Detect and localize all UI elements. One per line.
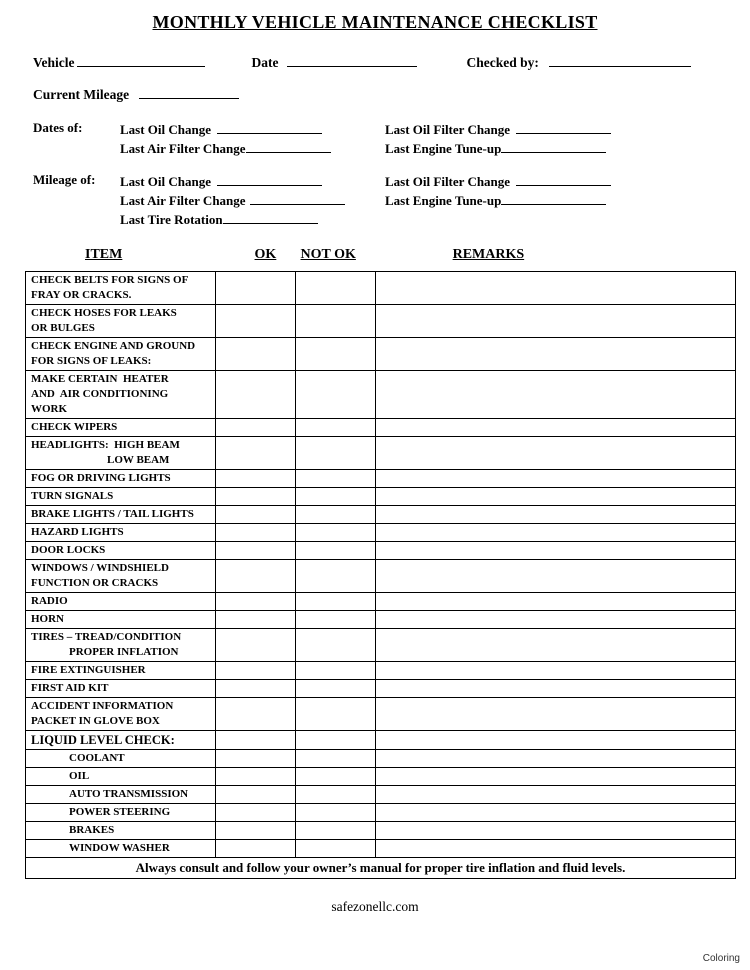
remarks-cell: [376, 731, 736, 750]
item-text: PACKET IN GLOVE BOX: [31, 715, 160, 727]
mileage-last-air-filter-change-label: Last Air Filter Change: [120, 193, 246, 208]
mileage-of-rows: [120, 172, 611, 229]
mileage-last-tire-rotation-blank: [223, 210, 318, 224]
ok-cell: [216, 371, 296, 419]
table-row: [26, 419, 736, 437]
item-cell: [26, 272, 216, 305]
dates-row: [120, 139, 611, 158]
item-text: FIRE EXTINGUISHER: [31, 664, 146, 676]
dates-of-label: Dates of:: [33, 120, 83, 135]
item-text: FOR SIGNS OF LEAKS:: [31, 355, 152, 367]
col-head-ok-cell: [234, 247, 297, 263]
table-row: [26, 750, 736, 768]
ok-cell: [216, 731, 296, 750]
remarks-cell: [376, 338, 736, 371]
not-ok-cell: [296, 593, 376, 611]
not-ok-cell: [296, 611, 376, 629]
remarks-cell: [376, 371, 736, 419]
item-cell: [26, 698, 216, 731]
remarks-cell: [376, 470, 736, 488]
item-cell: [26, 488, 216, 506]
dates-last-air-filter-change-label: Last Air Filter Change: [120, 141, 246, 156]
ok-cell: [216, 662, 296, 680]
item-text: HAZARD LIGHTS: [31, 526, 124, 538]
table-row: [26, 338, 736, 371]
not-ok-cell: [296, 840, 376, 858]
item-text: CHECK ENGINE AND GROUND: [31, 340, 196, 352]
not-ok-cell: [296, 437, 376, 470]
col-head-item-cell: [25, 247, 234, 263]
mileage-row: [120, 210, 611, 229]
item-text: WORK: [31, 403, 68, 415]
remarks-cell: [376, 611, 736, 629]
not-ok-cell: [296, 542, 376, 560]
not-ok-cell: [296, 768, 376, 786]
item-text: OIL: [69, 770, 90, 782]
not-ok-cell: [296, 731, 376, 750]
mileage-last-engine-tune-up-blank: [501, 191, 606, 205]
item-text: TURN SIGNALS: [31, 490, 114, 502]
item-cell: [26, 822, 216, 840]
table-footer-row: [26, 858, 736, 879]
not-ok-cell: [296, 419, 376, 437]
remarks-cell: [376, 305, 736, 338]
mileage-of-label: Mileage of:: [33, 172, 96, 187]
item-cell: [26, 305, 216, 338]
remarks-cell: [376, 662, 736, 680]
item-text: AUTO TRANSMISSION: [69, 788, 189, 800]
item-cell: [26, 611, 216, 629]
col-head-remarks: REMARKS: [452, 247, 525, 262]
table-row: [26, 768, 736, 786]
not-ok-cell: [296, 506, 376, 524]
item-text: POWER STEERING: [69, 806, 171, 818]
table-row: [26, 593, 736, 611]
ok-cell: [216, 437, 296, 470]
mileage-last-tire-rotation-label: Last Tire Rotation: [120, 212, 223, 227]
table-row: [26, 560, 736, 593]
mileage-last-oil-change-label: Last Oil Change: [120, 174, 212, 189]
mileage-last-air-filter-change-blank: [250, 191, 345, 205]
ok-cell: [216, 488, 296, 506]
not-ok-cell: [296, 786, 376, 804]
mileage-of-section: [0, 172, 750, 229]
not-ok-cell: [296, 488, 376, 506]
ok-cell: [216, 698, 296, 731]
table-row: [26, 822, 736, 840]
item-text: BRAKE LIGHTS / TAIL LIGHTS: [31, 508, 194, 520]
maintenance-checklist-table: [25, 271, 736, 879]
not-ok-cell: [296, 750, 376, 768]
item-text: WINDOW WASHER: [69, 842, 170, 854]
not-ok-cell: [296, 680, 376, 698]
remarks-cell: [376, 840, 736, 858]
not-ok-cell: [296, 804, 376, 822]
checked-by-label: Checked by:: [466, 55, 539, 70]
page-title: [0, 0, 750, 33]
remarks-cell: [376, 272, 736, 305]
remarks-cell: [376, 593, 736, 611]
item-cell: [26, 560, 216, 593]
table-row: [26, 371, 736, 419]
remarks-cell: [376, 488, 736, 506]
remarks-cell: [376, 437, 736, 470]
item-cell: [26, 542, 216, 560]
mileage-last-oil-change-blank: [217, 172, 322, 186]
table-row: [26, 731, 736, 750]
item-cell: [26, 840, 216, 858]
table-row: [26, 698, 736, 731]
date-label: Date: [251, 55, 279, 70]
table-row: [26, 506, 736, 524]
item-text: COOLANT: [69, 752, 125, 764]
ok-cell: [216, 419, 296, 437]
ok-cell: [216, 542, 296, 560]
ok-cell: [216, 768, 296, 786]
item-text: MAKE CERTAIN HEATER: [31, 373, 169, 385]
item-text: CHECK BELTS FOR SIGNS OF: [31, 274, 189, 286]
not-ok-cell: [296, 662, 376, 680]
item-cell: [26, 470, 216, 488]
not-ok-cell: [296, 560, 376, 593]
item-text: FUNCTION OR CRACKS: [31, 577, 159, 589]
ok-cell: [216, 560, 296, 593]
table-row: [26, 611, 736, 629]
table-column-headers: [25, 247, 735, 263]
dates-row: [120, 120, 611, 139]
table-row: [26, 305, 736, 338]
item-cell: [26, 629, 216, 662]
ok-cell: [216, 804, 296, 822]
table-row: [26, 629, 736, 662]
item-cell: [26, 338, 216, 371]
table-row: [26, 680, 736, 698]
remarks-cell: [376, 524, 736, 542]
website-text: safezonellc.com: [331, 899, 419, 914]
item-text: ACCIDENT INFORMATION: [31, 700, 174, 712]
date-blank: [287, 53, 417, 67]
dates-last-oil-filter-change-blank: [516, 120, 611, 134]
col-head-not-ok-cell: [297, 247, 360, 263]
dates-last-air-filter-change-blank: [246, 139, 331, 153]
ok-cell: [216, 506, 296, 524]
ok-cell: [216, 680, 296, 698]
col-head-item: ITEM: [85, 247, 123, 262]
dates-last-oil-change-label: Last Oil Change: [120, 122, 212, 137]
item-text: HORN: [31, 613, 64, 625]
item-cell: [26, 593, 216, 611]
remarks-cell: [376, 786, 736, 804]
col-head-ok: OK: [254, 247, 277, 262]
item-text: FOG OR DRIVING LIGHTS: [31, 472, 171, 484]
mileage-row: [120, 191, 611, 210]
item-text: PROPER INFLATION: [69, 646, 179, 658]
table-row: [26, 488, 736, 506]
watermark-text: Coloring: [702, 953, 740, 964]
item-text: WINDOWS / WINDSHIELD: [31, 562, 169, 574]
dates-of-rows: [120, 120, 611, 158]
col-head-remarks-cell: [360, 247, 735, 263]
remarks-cell: [376, 506, 736, 524]
vehicle-blank: [77, 53, 205, 67]
remarks-cell: [376, 750, 736, 768]
ok-cell: [216, 524, 296, 542]
table-row: [26, 437, 736, 470]
vehicle-label: Vehicle: [33, 55, 75, 70]
remarks-cell: [376, 542, 736, 560]
ok-cell: [216, 750, 296, 768]
not-ok-cell: [296, 371, 376, 419]
item-cell: [26, 662, 216, 680]
not-ok-cell: [296, 305, 376, 338]
item-cell: [26, 804, 216, 822]
dates-last-engine-tune-up-blank: [501, 139, 606, 153]
col-head-not-ok: NOT OK: [300, 247, 356, 262]
item-cell: [26, 768, 216, 786]
not-ok-cell: [296, 524, 376, 542]
dates-last-oil-change-blank: [217, 120, 322, 134]
table-row: [26, 524, 736, 542]
remarks-cell: [376, 560, 736, 593]
item-cell: [26, 786, 216, 804]
ok-cell: [216, 786, 296, 804]
not-ok-cell: [296, 822, 376, 840]
table-row: [26, 662, 736, 680]
footer-note: Always consult and follow your owner’s manual for proper tire inflation and fluid levels.: [26, 858, 736, 879]
remarks-cell: [376, 768, 736, 786]
current-mileage-label: Current Mileage: [33, 87, 130, 102]
table-row: [26, 470, 736, 488]
current-mileage-row: [0, 85, 750, 104]
header-fields-row: [0, 53, 750, 72]
item-text: AND AIR CONDITIONING: [31, 388, 169, 400]
remarks-cell: [376, 804, 736, 822]
ok-cell: [216, 822, 296, 840]
ok-cell: [216, 611, 296, 629]
not-ok-cell: [296, 629, 376, 662]
remarks-cell: [376, 419, 736, 437]
ok-cell: [216, 629, 296, 662]
mileage-last-engine-tune-up-label: Last Engine Tune-up: [385, 193, 502, 208]
dates-last-engine-tune-up-label: Last Engine Tune-up: [385, 141, 502, 156]
item-text: LOW BEAM: [107, 454, 170, 466]
item-cell: [26, 506, 216, 524]
not-ok-cell: [296, 338, 376, 371]
item-cell: [26, 524, 216, 542]
not-ok-cell: [296, 470, 376, 488]
remarks-cell: [376, 629, 736, 662]
checked-by-blank: [549, 53, 691, 67]
item-cell: [26, 731, 216, 750]
item-text: CHECK WIPERS: [31, 421, 118, 433]
item-text: FRAY OR CRACKS.: [31, 289, 132, 301]
not-ok-cell: [296, 272, 376, 305]
ok-cell: [216, 840, 296, 858]
item-text: DOOR LOCKS: [31, 544, 106, 556]
ok-cell: [216, 470, 296, 488]
remarks-cell: [376, 822, 736, 840]
current-mileage-blank: [139, 85, 239, 99]
item-cell: [26, 680, 216, 698]
ok-cell: [216, 272, 296, 305]
not-ok-cell: [296, 698, 376, 731]
item-cell: [26, 371, 216, 419]
table-row: [26, 272, 736, 305]
remarks-cell: [376, 698, 736, 731]
item-text: TIRES – TREAD/CONDITION: [31, 631, 182, 643]
dates-of-section: [0, 120, 750, 158]
item-cell: [26, 419, 216, 437]
item-text: CHECK HOSES FOR LEAKS: [31, 307, 177, 319]
mileage-row: [120, 172, 611, 191]
table-row: [26, 804, 736, 822]
item-text: BRAKES: [69, 824, 115, 836]
item-text: HEADLIGHTS: HIGH BEAM: [31, 439, 180, 451]
item-cell: [26, 750, 216, 768]
item-text: FIRST AID KIT: [31, 682, 109, 694]
table-row: [26, 786, 736, 804]
ok-cell: [216, 593, 296, 611]
page-title-text: MONTHLY VEHICLE MAINTENANCE CHECKLIST: [152, 12, 598, 32]
ok-cell: [216, 305, 296, 338]
item-text: OR BULGES: [31, 322, 95, 334]
checklist-body: [26, 272, 736, 858]
item-text: LIQUID LEVEL CHECK:: [31, 733, 175, 747]
table-row: [26, 542, 736, 560]
table-row: [26, 840, 736, 858]
ok-cell: [216, 338, 296, 371]
item-cell: [26, 437, 216, 470]
mileage-last-oil-filter-change-blank: [516, 172, 611, 186]
dates-last-oil-filter-change-label: Last Oil Filter Change: [385, 122, 511, 137]
item-text: RADIO: [31, 595, 68, 607]
mileage-last-oil-filter-change-label: Last Oil Filter Change: [385, 174, 511, 189]
remarks-cell: [376, 680, 736, 698]
